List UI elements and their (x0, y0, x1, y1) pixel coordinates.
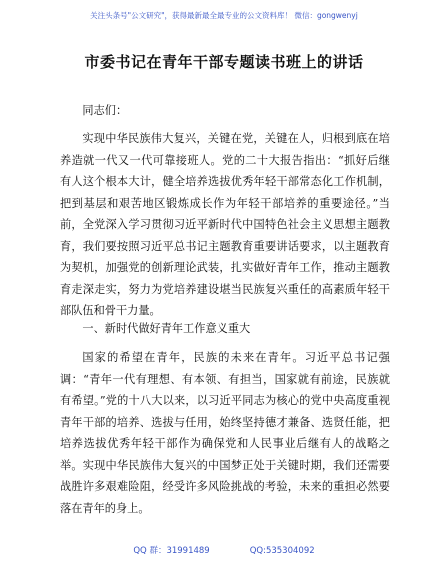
section-1-heading: 一、新时代做好青年工作意义重大 (82, 322, 251, 335)
greeting-block (60, 100, 390, 122)
section-heading-block (60, 318, 390, 340)
page-title: 市委书记在青年干部专题读书班上的讲话 (84, 53, 364, 71)
footer-contact (0, 545, 448, 557)
qq-group-1: QQ 群：31991489 (133, 546, 210, 556)
paragraph-1: 实现中华民族伟大复兴，关键在党，关键在人，归根到底在培养造就一代又一代可靠接班人。党的二十大报告指出：“抓好后继有人这个根本大计，健全培养选拔优秀年轻干部常态化工作机制，把到基层和艰苦地区锻炼成长作为年轻干部培养的重要途径。”当前，全党深入学习贯彻习近平新时代中国特色社会主义思想主题教育，我们要按照习近平总书记主题教育重要讲话要求，以主题教育为契机，加强党的创新理论武装，扎实做好青年工作，推动主题教育走深走实，努力为党培养建设堪当民族复兴重任的高素质年轻干部队伍和骨干力量。 (60, 132, 390, 317)
header-promo-note: 关注头条号"公文研究"，获得最新最全最专业的公文资料库！ 微信：gongwenyj (90, 11, 358, 20)
qq-group-2: QQ:535304092 (249, 546, 315, 556)
greeting-text: 同志们： (82, 104, 128, 117)
paragraph-2: 国家的希望在青年，民族的未来在青年。习近平总书记强调：“青年一代有理想、有本领、有担当，国家就有前途，民族就有希望。”党的十八大以来，以习近平同志为核心的党中央高度重视青年干部的培养、选拔与任用，始终坚持德才兼备、选贤任能，把培养选拔优秀年轻干部作为确保党和人民事业后继有人的战略之举。实现中华民族伟大复兴的中国梦正处于关键时期，我们还需要战胜许多艰难险阻，经受许多风险挑战的考验，未来的重担必然要落在青年的身上。 (60, 351, 390, 515)
paragraph-block-1 (60, 128, 390, 322)
paragraph-block-2 (60, 347, 390, 519)
